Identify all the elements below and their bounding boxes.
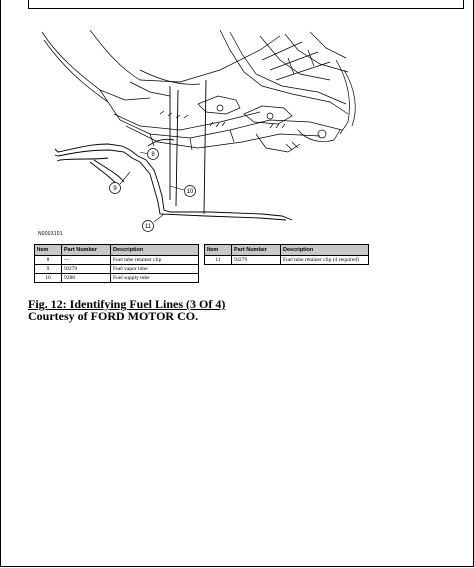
fuel-lines-illustration [30,30,360,242]
parts-table-left [34,244,199,283]
cell-description: Fuel vapor tube [111,265,199,274]
header-item: Item [35,245,62,256]
cell-part-number: 9J279 [62,265,111,274]
underbody-structure [100,70,342,152]
cell-part-number: 9288 [62,274,111,283]
cell-part-number: 9J279 [232,256,281,265]
header-description: Description [281,245,369,256]
cell-item: 11 [205,256,232,265]
header-part-number: Part Number [62,245,111,256]
fuel-lines [55,80,292,220]
parts-table-right [204,244,369,265]
cell-part-number: --- [62,256,111,265]
figure-credit: Courtesy of FORD MOTOR CO. [28,309,199,323]
table-row [35,256,199,265]
vehicle-body-outline [42,30,355,134]
top-border [28,8,464,9]
cell-item: 8 [35,256,62,265]
callout-leaders [120,152,184,222]
top-border-right [463,0,464,9]
cell-description: Fuel tube retainer clip [111,256,199,265]
header-item: Item [205,245,232,256]
header-part-number: Part Number [232,245,281,256]
cell-description: Fuel tube retainer clip (4 required) [281,256,369,265]
cell-item: 9 [35,265,62,274]
table-row [35,265,199,274]
header-description: Description [111,245,199,256]
callout-10-label: 10 [186,189,194,196]
cell-item: 10 [35,274,62,283]
table-row [205,256,369,265]
figure-caption [28,298,225,322]
table-header-row [205,245,369,256]
cell-description: Fuel supply tube [111,274,199,283]
figure-title: Fig. 12: Identifying Fuel Lines (3 Of 4) [28,297,226,311]
table-header-row [35,245,199,256]
table-row [35,274,199,283]
callout-8-label: 8 [151,152,155,159]
diagram-code: N0003101 [38,231,63,237]
callout-9-label: 9 [113,186,117,193]
callout-11-label: 11 [144,224,152,231]
